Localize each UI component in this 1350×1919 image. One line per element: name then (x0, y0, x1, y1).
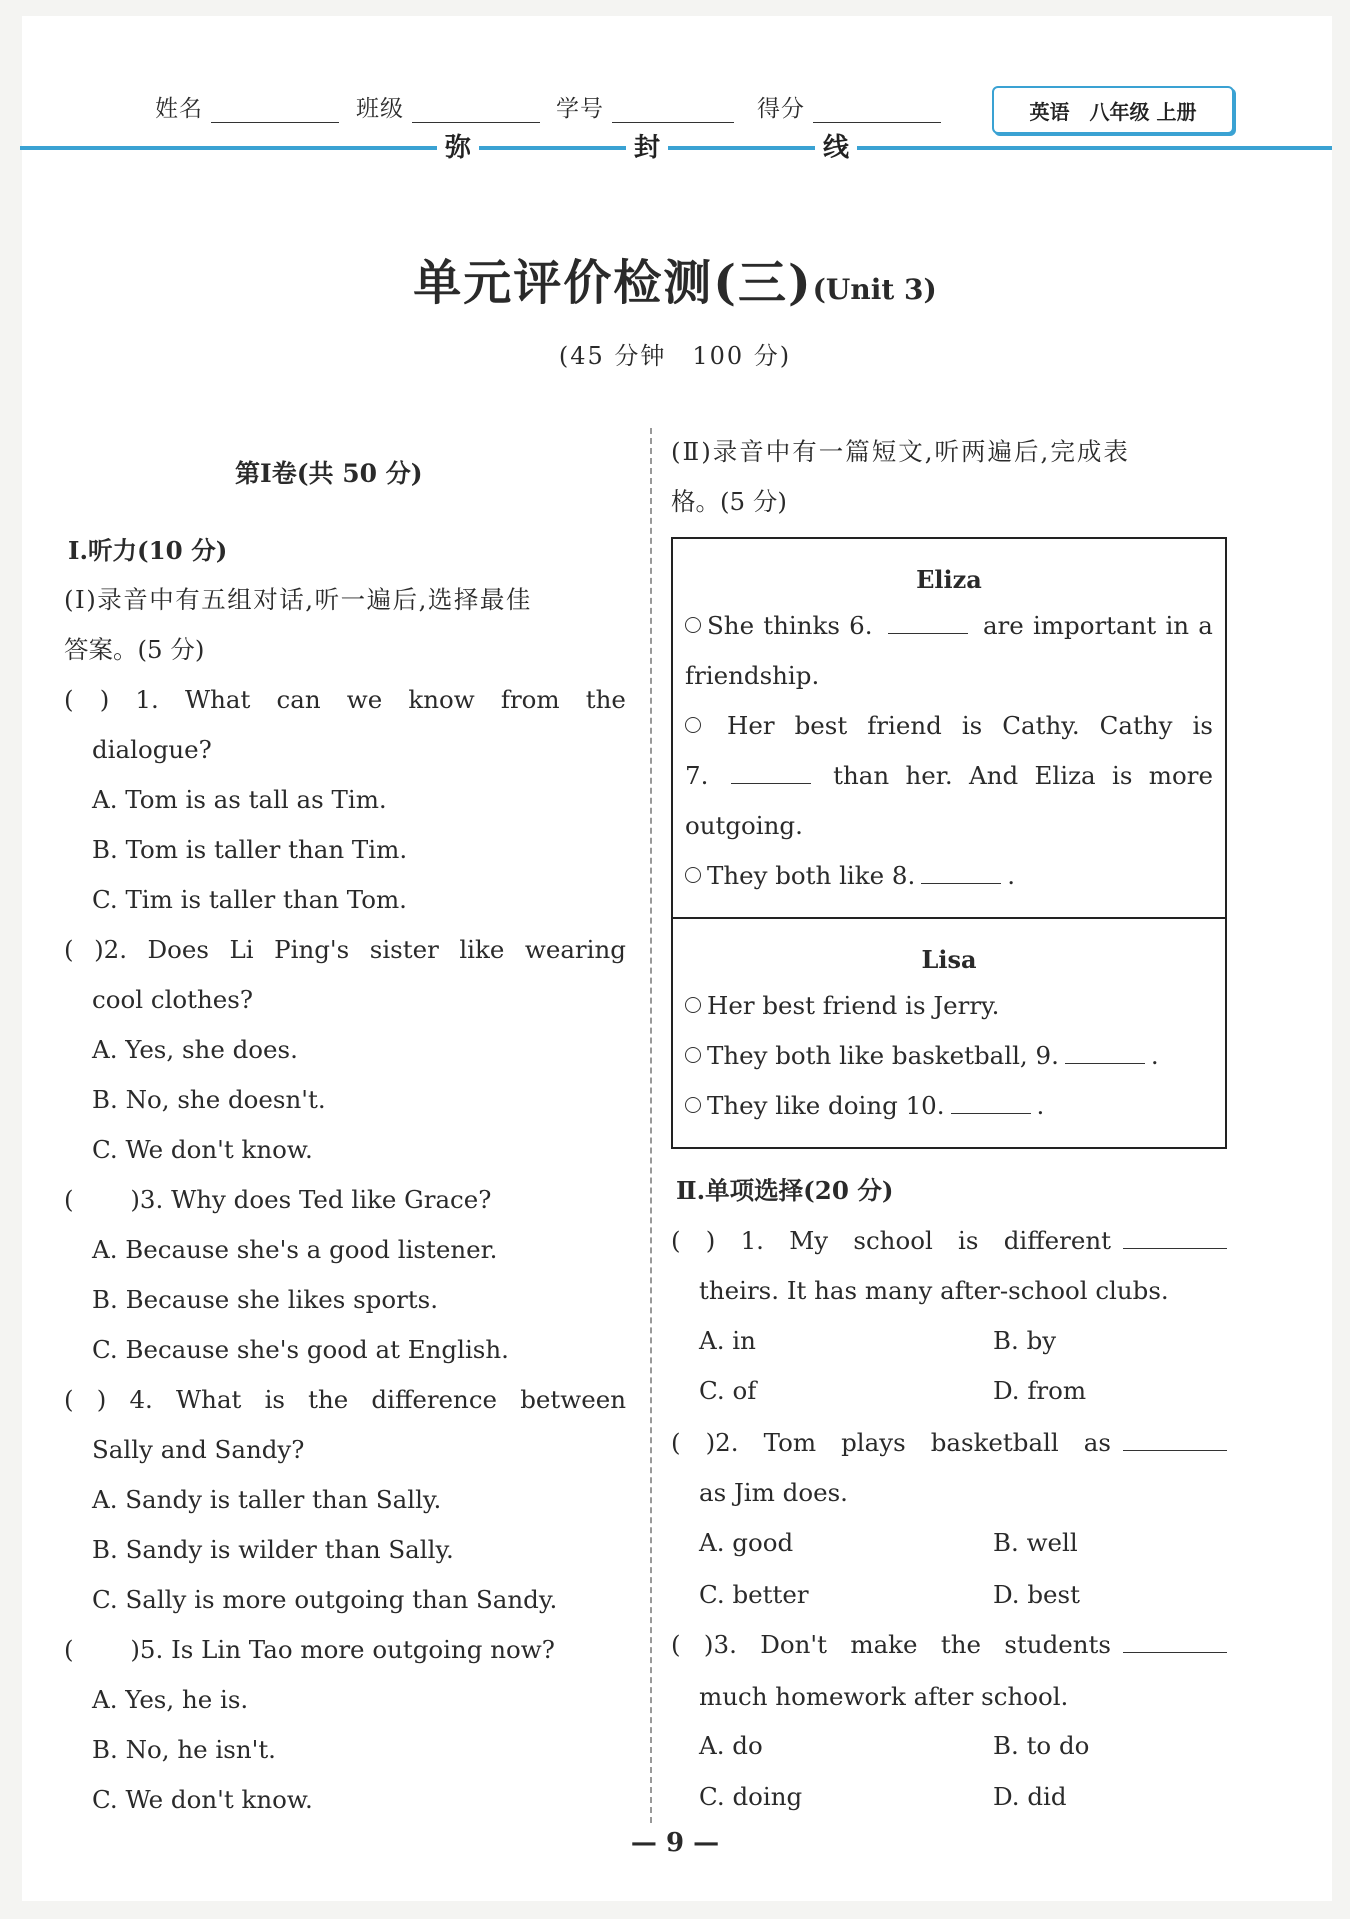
column-divider (650, 428, 652, 1823)
cq3-word: )3. (703, 1630, 737, 1659)
q1-word: ) (99, 685, 110, 714)
q1-word: know (408, 685, 475, 714)
eliza-word: 6. (849, 611, 873, 640)
listening-q2-stem (64, 935, 626, 965)
title-main: 单元评价检测(三) (413, 255, 813, 311)
listening-q2-option-b[interactable]: B. No, she doesn't. (92, 1085, 326, 1114)
q1-word: ( (64, 685, 74, 714)
listening-q5-option-c[interactable]: C. We don't know. (92, 1785, 313, 1814)
seal-char-2: 封 (626, 131, 668, 165)
eliza-word: Eliza (1034, 761, 1096, 790)
table-name-eliza: Eliza (916, 565, 982, 594)
choice-q3-option-c[interactable]: C. doing (699, 1782, 803, 1811)
eliza-word: thinks (763, 611, 840, 640)
circle-bullet-icon (685, 1047, 701, 1063)
q1-word: from (500, 685, 560, 714)
eliza-word: And (969, 761, 1019, 790)
listening-table (671, 537, 1227, 1149)
page-title (0, 244, 1350, 313)
student-no-label: 学号 (556, 96, 604, 122)
q2-word: Does (147, 935, 209, 964)
choice-q3-option-b[interactable]: B. to do (993, 1731, 1090, 1760)
circle-bullet-icon (685, 867, 701, 883)
choice-q3-stem-cont: much homework after school. (699, 1682, 1069, 1711)
listening-q4-stem (64, 1385, 626, 1415)
circle-bullet-icon (685, 717, 701, 733)
seal-char-1: 弥 (437, 131, 479, 165)
listening-q2-option-c[interactable]: C. We don't know. (92, 1135, 313, 1164)
exam-duration: (45 分钟 100 分) (558, 342, 792, 370)
eliza-word: important (1032, 611, 1157, 640)
lisa-row-1 (685, 991, 1213, 1021)
listening-sub2-instructions: (Ⅱ)录音中有一篇短文,听两遍后,完成表 (671, 437, 1130, 466)
page-number: — 9 — (630, 1828, 720, 1858)
lisa-row-3: They like doing 10. . (685, 1091, 1213, 1121)
eliza-word: She (707, 611, 755, 640)
circle-bullet-icon (685, 997, 701, 1013)
answer-blank-8[interactable] (921, 861, 1001, 884)
cq1-word: ( (671, 1226, 681, 1255)
eliza-word: in (1165, 611, 1190, 640)
title-unit: (Unit 3) (812, 273, 937, 306)
choice-q3-option-a[interactable]: A. do (699, 1731, 763, 1760)
choice-q2-option-b[interactable]: B. well (993, 1528, 1078, 1557)
answer-blank-6[interactable] (888, 611, 968, 634)
choice-q1-blank[interactable] (1123, 1226, 1227, 1249)
q1-word: 1. (135, 685, 159, 714)
q1-word: the (585, 685, 626, 714)
cq3-word: Don't (760, 1630, 827, 1659)
part1-heading: 第Ⅰ卷(共 50 分) (235, 459, 423, 488)
q2-word: )2. (94, 935, 128, 964)
eliza-word: her. (905, 761, 953, 790)
q4-word: between (520, 1385, 626, 1414)
answer-blank-7[interactable] (731, 761, 811, 784)
choice-q1-option-c[interactable]: C. of (699, 1376, 757, 1405)
choice-q2-option-c[interactable]: C. better (699, 1580, 809, 1609)
seal-line (20, 146, 1332, 150)
lisa-row-2: They both like basketball, 9. . (685, 1041, 1213, 1071)
lisa-row-1-text: Her best friend is Jerry. (707, 991, 1000, 1020)
listening-q1-option-a[interactable]: A. Tom is as tall as Tim. (92, 785, 387, 814)
choice-q1-stem-cont: theirs. It has many after-school clubs. (699, 1276, 1169, 1305)
name-label: 姓名 (155, 96, 203, 122)
eliza-word: a (1198, 611, 1213, 640)
eliza-word: friend (867, 711, 942, 740)
table-name-lisa: Lisa (921, 945, 977, 974)
choice-q2-option-a[interactable]: A. good (699, 1528, 794, 1557)
q4-word: ) (96, 1385, 107, 1414)
cq1-word: school (853, 1226, 933, 1255)
listening-q4-option-a[interactable]: A. Sandy is taller than Sally. (92, 1485, 442, 1514)
subject-badge: 英语 八年级 上册 (992, 86, 1234, 134)
cq3-word: ( (671, 1630, 681, 1659)
cq1-word: different (1003, 1226, 1111, 1255)
class-label: 班级 (356, 96, 404, 122)
choice-q2-option-d[interactable]: D. best (993, 1580, 1080, 1609)
listening-q4-option-c[interactable]: C. Sally is more outgoing than Sandy. (92, 1585, 558, 1614)
choice-q3-blank[interactable] (1123, 1630, 1227, 1653)
listening-q3-option-b[interactable]: B. Because she likes sports. (92, 1285, 438, 1314)
q4-word: the (308, 1385, 349, 1414)
choice-q1-option-a[interactable]: A. in (699, 1326, 756, 1355)
listening-q1-stem-cont: dialogue? (92, 735, 212, 764)
choice-q2-stem (671, 1428, 1231, 1458)
listening-sub1-points: 答案。(5 分) (64, 635, 205, 664)
q4-word: 4. (129, 1385, 153, 1414)
cq1-word: ) (705, 1226, 716, 1255)
listening-sub1-instructions: (Ⅰ)录音中有五组对话,听一遍后,选择最佳 (64, 585, 532, 614)
circle-bullet-icon (685, 617, 701, 633)
answer-blank-10[interactable] (951, 1091, 1031, 1114)
listening-heading: Ⅰ.听力(10 分) (68, 536, 228, 565)
eliza-row-2-cont (685, 761, 1213, 791)
listening-q4-stem-cont: Sally and Sandy? (92, 1435, 305, 1464)
listening-q3-stem: ( )3. Why does Ted like Grace? (64, 1185, 492, 1214)
q4-word: What (175, 1385, 242, 1414)
cq2-word: basketball (930, 1428, 1059, 1457)
choice-q2-blank[interactable] (1123, 1428, 1227, 1451)
cq1-word: is (958, 1226, 979, 1255)
q4-word: difference (371, 1385, 498, 1414)
eliza-row-2 (685, 711, 1213, 741)
q1-word: we (346, 685, 383, 714)
cq2-word: )2. (705, 1428, 739, 1457)
eliza-word: are (982, 611, 1024, 640)
eliza-row-1 (685, 611, 1213, 641)
eliza-word: more (1148, 761, 1213, 790)
name-field (155, 90, 339, 123)
seal-char-3: 线 (815, 131, 857, 165)
score-field (757, 90, 941, 123)
table-row-divider (673, 917, 1225, 919)
q1-word: What (184, 685, 251, 714)
listening-q3-option-c[interactable]: C. Because she's good at English. (92, 1335, 509, 1364)
listening-sub2-points: 格。(5 分) (671, 487, 787, 516)
class-blank[interactable] (412, 98, 540, 123)
eliza-word: Her (727, 711, 775, 740)
student-no-blank[interactable] (612, 98, 734, 123)
student-no-field (556, 90, 734, 123)
q2-word: Ping's (274, 935, 350, 964)
q4-word: ( (64, 1385, 74, 1414)
cq2-word: ( (671, 1428, 681, 1457)
cq3-word: students (1004, 1630, 1111, 1659)
cq2-word: Tom (763, 1428, 817, 1457)
name-blank[interactable] (211, 98, 339, 123)
answer-blank-9[interactable] (1065, 1041, 1145, 1064)
eliza-row-1-cont: friendship. (685, 661, 820, 690)
eliza-word: is (1111, 761, 1133, 790)
class-field (356, 90, 540, 123)
q2-word: ( (64, 935, 74, 964)
single-choice-heading: Ⅱ.单项选择(20 分) (676, 1176, 894, 1205)
choice-q1-option-d[interactable]: D. from (993, 1376, 1087, 1405)
cq3-word: the (940, 1630, 982, 1659)
eliza-word: is (1192, 711, 1213, 740)
q2-word: wearing (524, 935, 626, 964)
eliza-word: Cathy. (1002, 711, 1080, 740)
choice-q1-option-b[interactable]: B. by (993, 1326, 1057, 1355)
circle-bullet-icon (685, 1097, 701, 1113)
cq1-word: 1. (740, 1226, 764, 1255)
score-blank[interactable] (813, 98, 941, 123)
listening-q5-option-b[interactable]: B. No, he isn't. (92, 1735, 276, 1764)
score-label: 得分 (757, 96, 805, 122)
listening-q2-stem-cont: cool clothes? (92, 985, 253, 1014)
listening-q3-option-a[interactable]: A. Because she's a good listener. (92, 1235, 498, 1264)
eliza-word: Cathy (1099, 711, 1173, 740)
choice-q2-stem-cont: as Jim does. (699, 1478, 848, 1507)
q1-word: can (276, 685, 321, 714)
lisa-row-3-text: They like doing 10. (707, 1091, 945, 1120)
lisa-row-2-text: They both like basketball, 9. (707, 1041, 1059, 1070)
eliza-word: is (961, 711, 983, 740)
listening-q1-option-c[interactable]: C. Tim is taller than Tom. (92, 885, 407, 914)
eliza-word: 7. (685, 761, 709, 790)
eliza-row-2-end: outgoing. (685, 811, 803, 840)
q4-word: is (264, 1385, 285, 1414)
eliza-word: than (833, 761, 890, 790)
cq3-word: make (850, 1630, 918, 1659)
cq1-word: My (789, 1226, 829, 1255)
listening-q1-option-b[interactable]: B. Tom is taller than Tim. (92, 835, 408, 864)
listening-q2-option-a[interactable]: A. Yes, she does. (92, 1035, 298, 1064)
listening-q5-option-a[interactable]: A. Yes, he is. (92, 1685, 249, 1714)
eliza-row-3-text: They both like 8. (707, 861, 916, 890)
listening-q1-stem (64, 685, 626, 715)
eliza-word: best (794, 711, 848, 740)
choice-q1-stem (671, 1226, 1231, 1256)
cq2-word: as (1083, 1428, 1111, 1457)
q2-word: sister (369, 935, 439, 964)
choice-q3-stem (671, 1630, 1231, 1660)
q2-word: Li (229, 935, 254, 964)
listening-q4-option-b[interactable]: B. Sandy is wilder than Sally. (92, 1535, 454, 1564)
choice-q3-option-d[interactable]: D. did (993, 1782, 1067, 1811)
listening-q5-stem: ( )5. Is Lin Tao more outgoing now? (64, 1635, 555, 1664)
eliza-row-3: They both like 8. . (685, 861, 1213, 891)
q2-word: like (459, 935, 505, 964)
cq2-word: plays (841, 1428, 906, 1457)
